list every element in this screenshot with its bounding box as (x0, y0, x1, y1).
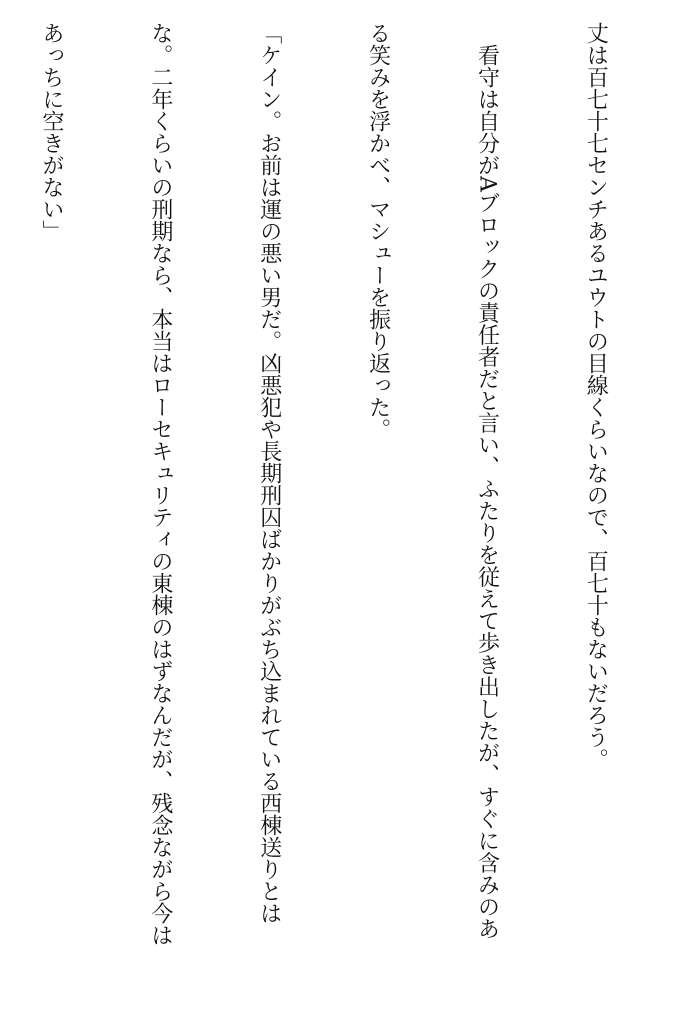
text-column: あっちに空きがない」 (38, 22, 64, 242)
text-column: る笑みを浮かべ、マシューを振り返った。 (365, 22, 391, 440)
text-column: 看守は自分がAブロックの責任者だと言い、ふたりを従えて歩き出したが、すぐに含みのあ (474, 22, 500, 940)
text-column: な。二年くらいの刑期なら、本当はローセキュリティの東棟のはずなんだが、残念ながら今は (147, 22, 173, 946)
text-column: 「ケイン。お前は運の悪い男だ。凶悪犯や長期刑囚ばかりがぶち込まれている西棟送りとは (256, 22, 282, 924)
vertical-text-body (0, 22, 686, 1007)
text-column: 丈は百七十七センチあるユウトの目線くらいなので、百七十もないだろう。 (583, 22, 609, 770)
